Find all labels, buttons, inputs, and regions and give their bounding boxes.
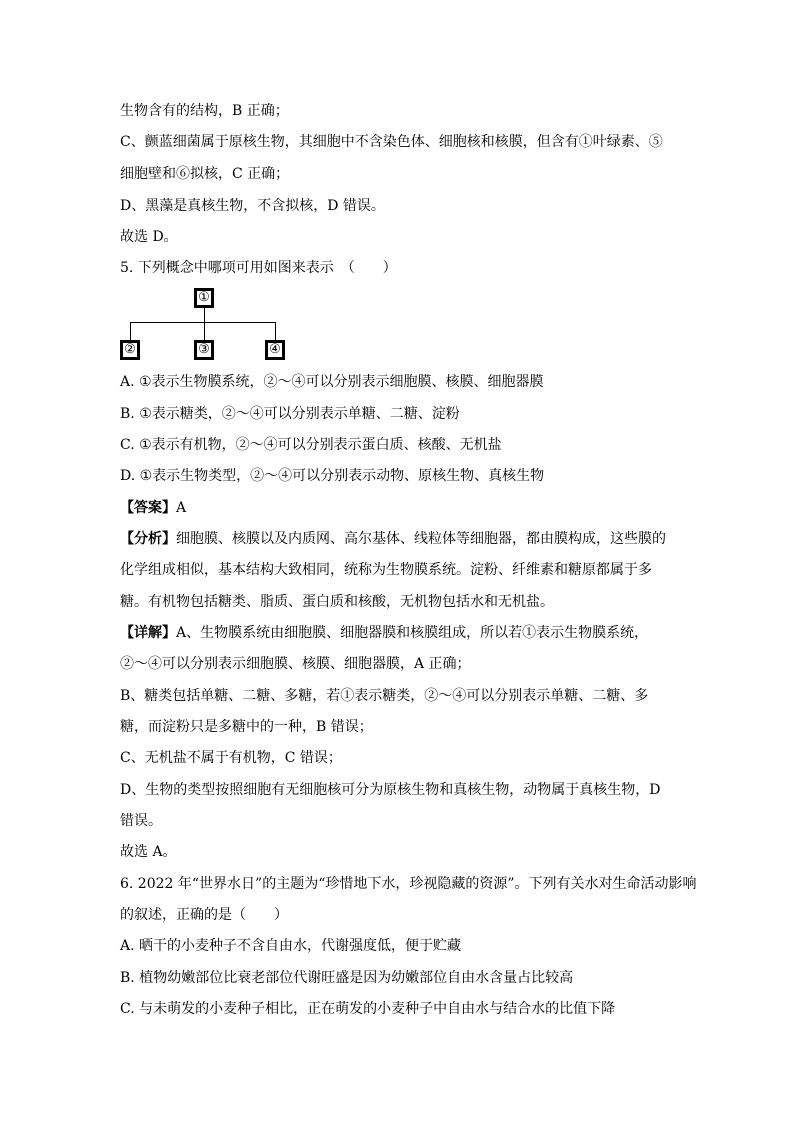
detail-line: 错误。 [120,813,162,829]
detail-line: ②～④可以分别表示细胞膜、核膜、细胞器膜，A 正确； [120,656,471,672]
diagram-connector [275,322,276,340]
q6-option-a: A. 晒干的小麦种子不含自由水，代谢强度低，便于贮藏 [120,938,462,954]
analysis-line: 糖。有机物包括糖类、脂质、蛋白质和核酸，无机物包括水和无机盐。 [120,594,554,610]
option-a: A. ①表示生物膜系统，②～④可以分别表示细胞膜、核膜、细胞器膜 [120,374,544,390]
text-line: 生物含有的结构，B 正确； [120,103,289,119]
question-6-stem: 的叙述，正确的是（ ） [120,907,288,923]
diagram-node-middle: ③ [194,340,214,360]
detail-label: 【详解】 [120,625,176,641]
diagram-connector [130,322,131,340]
detail-line: 糖，而淀粉只是多糖中的一种，B 错误； [120,719,373,735]
diagram-node-top: ① [194,288,214,308]
analysis-line: 化学组成相似，基本结构大致相同，统称为生物膜系统。淀粉、纤维素和糖原都属于多 [120,562,652,578]
text-line: D、黑藻是真核生物，不含拟核，D 错误。 [120,198,385,214]
q6-option-b: B. 植物幼嫩部位比衰老部位代谢旺盛是因为幼嫩部位自由水含量占比较高 [120,970,574,986]
answer-label: 【答案】 [120,500,176,516]
question-5-stem: 5. 下列概念中哪项可用如图来表示 （ ） [120,260,397,276]
option-d: D. ①表示生物类型，②～④可以分别表示动物、原核生物、真核生物 [120,468,545,484]
question-6-stem: 6. 2022 年“世界水日”的主题为“珍惜地下水，珍视隐藏的资源”。下列有关水对生命活动影响 [120,876,697,892]
concept-diagram [118,284,293,364]
detail-line: 【详解】A、生物膜系统由细胞膜、细胞器膜和核膜组成，所以若①表示生物膜系统， [120,625,649,641]
diagram-node-left: ② [120,340,140,360]
text-line: 细胞壁和⑥拟核，C 正确； [120,166,290,182]
diagram-connector [130,322,276,323]
detail-line: 故选 A。 [120,844,177,860]
answer-value: A [176,500,187,516]
text-line: C、颤蓝细菌属于原核生物，其细胞中不含染色体、细胞核和核膜，但含有①叶绿素、⑤ [120,134,663,150]
q6-option-c: C. 与未萌发的小麦种子相比，正在萌发的小麦种子中自由水与结合水的比值下降 [120,1001,616,1017]
detail-line: D、生物的类型按照细胞有无细胞核可分为原核生物和真核生物，动物属于真核生物，D [120,782,661,798]
option-c: C. ①表示有机物，②～④可以分别表示蛋白质、核酸、无机盐 [120,437,502,453]
diagram-connector [204,308,205,322]
option-b: B. ①表示糖类，②～④可以分别表示单糖、二糖、淀粉 [120,406,460,422]
detail-line: C、无机盐不属于有机物，C 错误； [120,750,342,766]
diagram-connector [204,322,205,340]
analysis-line: 【分析】细胞膜、核膜以及内质网、高尔基体、线粒体等细胞器，都由膜构成，这些膜的 [120,531,666,547]
text-line: 故选 D。 [120,229,178,245]
analysis-label: 【分析】 [120,531,176,547]
answer-line [120,499,186,517]
diagram-node-right: ④ [265,340,285,360]
detail-line: B、糖类包括单糖、二糖、多糖，若①表示糖类，②～④可以分别表示单糖、二糖、多 [120,688,649,704]
